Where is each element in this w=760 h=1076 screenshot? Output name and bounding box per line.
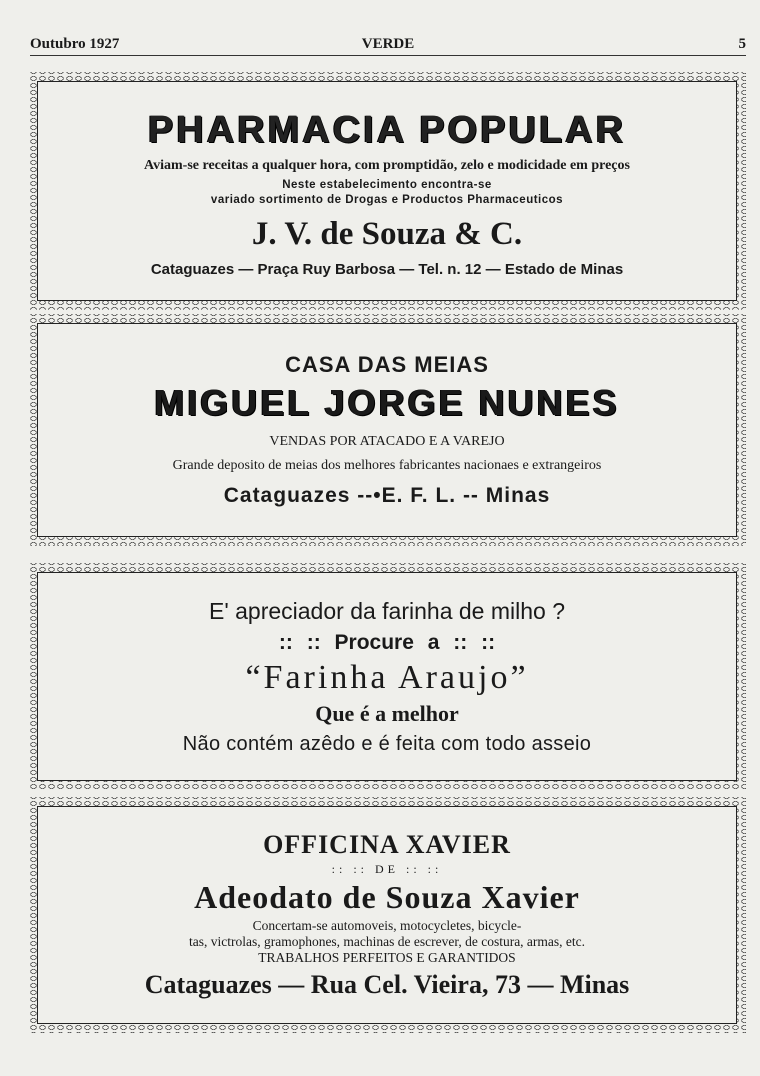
ad-pharmacia-content xyxy=(38,82,736,300)
header-rule xyxy=(30,55,746,56)
page-number: 5 xyxy=(738,36,746,52)
meias-address: Cataguazes --•E. F. L. -- Minas xyxy=(223,484,551,507)
ad-officina-content xyxy=(38,807,736,1023)
meias-description: Grande deposito de meias dos melhores fabricantes nacionaes e extrangeiros xyxy=(172,458,602,473)
officina-line3: TRABALHOS PERFEITOS E GARANTIDOS xyxy=(258,950,516,965)
pharmacia-line2: variado sortimento de Drogas e Productos Pharmaceuticos xyxy=(210,193,564,206)
issue-date: Outubro 1927 xyxy=(30,36,120,52)
officina-line2: tas, victrolas, gramophones, machinas de escrever, de costura, armas, etc. xyxy=(188,934,586,949)
officina-de: :: :: DE :: :: xyxy=(331,862,443,876)
magazine-title: VERDE xyxy=(361,36,415,52)
meias-sales: VENDAS POR ATACADO E A VAREJO xyxy=(269,434,505,449)
officina-address: Cataguazes — Rua Cel. Vieira, 73 — Minas xyxy=(144,970,630,999)
pharmacia-address: Cataguazes — Praça Ruy Barbosa — Tel. n. 12 — Estado de Minas xyxy=(150,260,624,278)
officina-title: OFFICINA XAVIER xyxy=(263,830,511,859)
pharmacia-title: PHARMACIA POPULAR xyxy=(147,108,627,151)
officina-owner: Adeodato de Souza Xavier xyxy=(194,879,580,915)
ad-pharmacia-popular xyxy=(28,72,746,310)
ad-officina-xavier xyxy=(28,797,746,1033)
ad-meias-content xyxy=(38,324,736,536)
farinha-note: Não contém azêdo e é feita com todo asseio xyxy=(182,732,592,755)
farinha-question: E' apreciador da farinha de milho ? xyxy=(209,597,565,624)
pharmacia-line1: Neste estabelecimento encontra-se xyxy=(282,178,492,191)
farinha-procure: :: :: Procure a :: :: xyxy=(278,630,496,654)
page-header xyxy=(30,36,746,56)
ad-farinha-araujo xyxy=(28,563,746,790)
ad-casa-das-meias xyxy=(28,314,746,546)
farinha-slogan: Que é a melhor xyxy=(315,700,459,726)
meias-heading: CASA DAS MEIAS xyxy=(285,352,489,377)
meias-owner: MIGUEL JORGE NUNES xyxy=(154,382,620,423)
pharmacia-owner: J. V. de Souza & C. xyxy=(251,215,523,252)
pharmacia-tagline: Aviam-se receitas a qualquer hora, com promptidão, zelo e modicidade em preços xyxy=(144,157,630,173)
farinha-brand: “Farinha Araujo” xyxy=(245,658,529,696)
officina-line1: Concertam-se automoveis, motocycletes, bicycle- xyxy=(252,918,522,933)
ad-farinha-content xyxy=(38,573,736,780)
